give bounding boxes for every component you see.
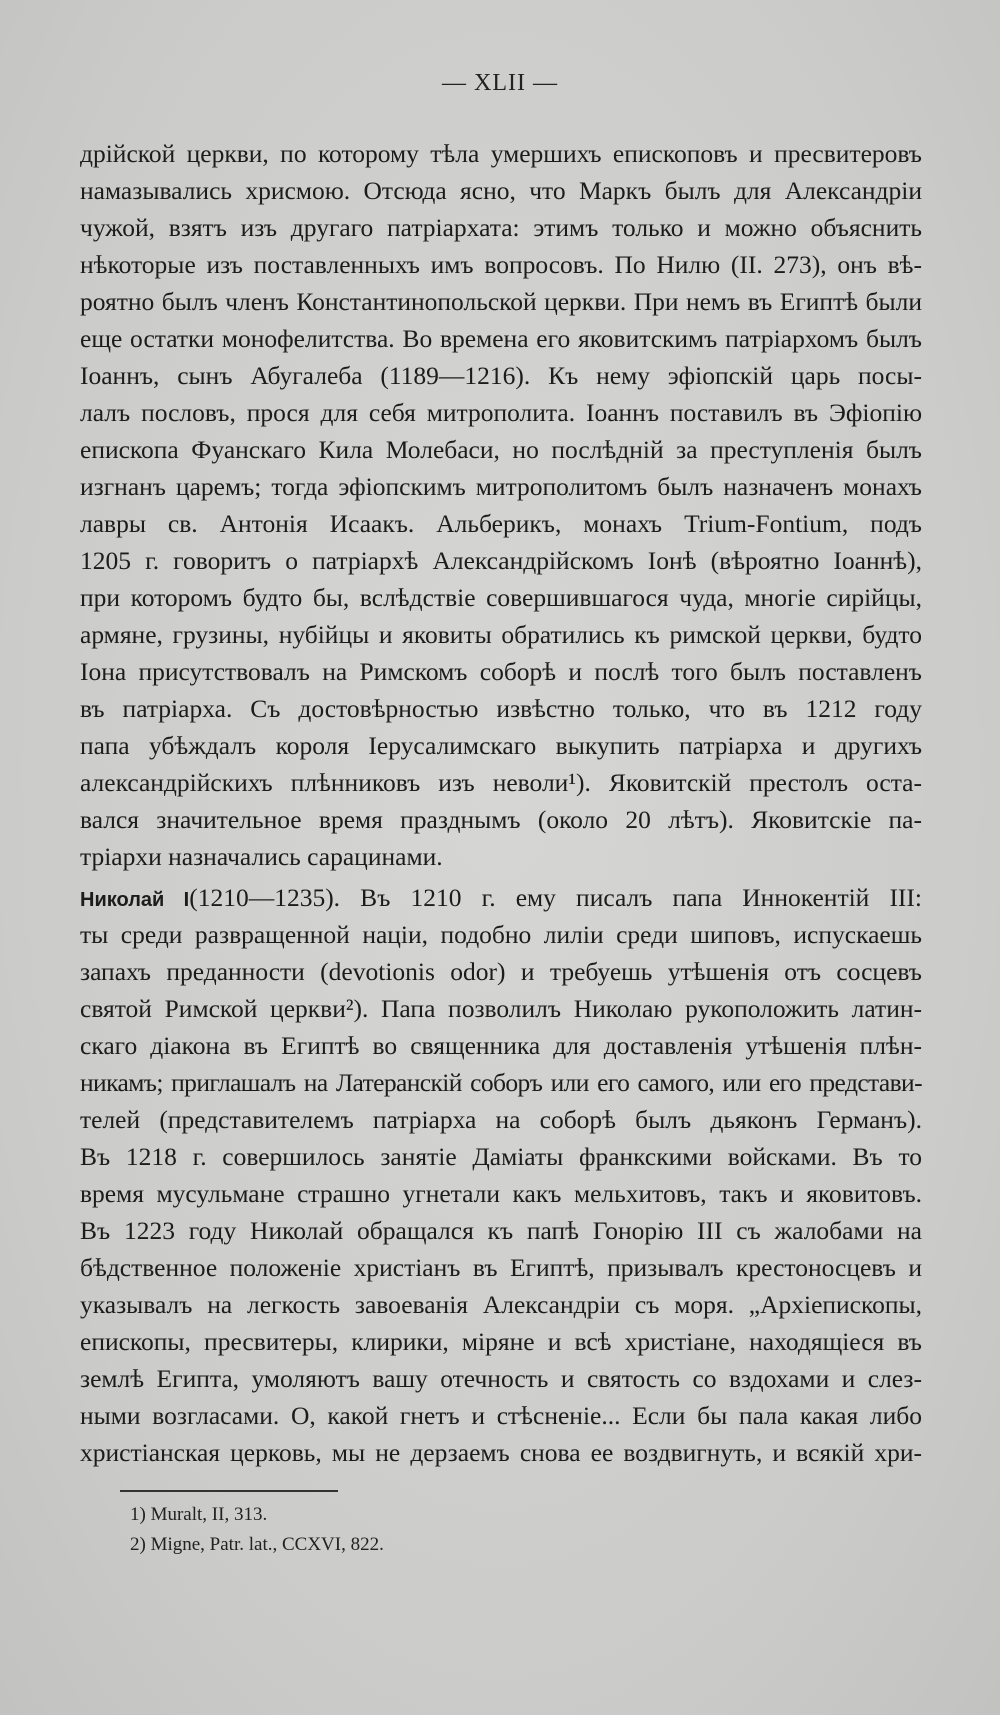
text-line: ными возгласами. О, какой гнетъ и стѣсненіе... Если бы пала какая либо: [80, 1401, 922, 1430]
text-line: епископа Фуанскаго Кила Молебаси, но послѣдній за преступленія былъ: [80, 435, 922, 464]
page-number-header: — XLII —: [442, 70, 558, 96]
text-line: никамъ; приглашалъ на Латеранскій соборъ или его самого, или его представи-: [80, 1068, 922, 1097]
paragraph-1: [80, 135, 922, 875]
text-line: святой Римской церкви²). Папа позволилъ Николаю рукоположить латин-: [80, 994, 922, 1023]
patriarch-name: Николай I: [80, 889, 190, 911]
text-line: скаго діакона въ Египтѣ во священника для доставленія утѣшенія плѣн-: [80, 1031, 922, 1060]
text-line: Іона присутствовалъ на Римскомъ соборѣ и послѣ того былъ поставленъ: [80, 657, 922, 686]
text-line: время мусульмане страшно угнетали какъ мельхитовъ, такъ и яковитовъ.: [80, 1179, 922, 1208]
text-line: лавры св. Антонія Исаакъ. Альберикъ, монахъ Trium-Fontium, подъ: [80, 509, 922, 538]
text-line: запахъ преданности (devotionis odor) и требуешь утѣшенія отъ сосцевъ: [80, 957, 922, 986]
text-line: намазывались хрисмою. Отсюда ясно, что Маркъ былъ для Александріи: [80, 176, 922, 205]
text-span: (1210—1235). Въ 1210 г. ему писалъ папа Иннокентій III:: [189, 883, 922, 912]
text-line: лалъ пословъ, прося для себя митрополита. Іоаннъ поставилъ въ Эфіопію: [80, 398, 922, 427]
footnote-divider: [120, 1490, 338, 1492]
text-line: чужой, взятъ изъ другаго патріархата: этимъ только и можно объяснить: [80, 213, 922, 242]
text-line: Въ 1218 г. совершилось занятіе Даміаты франкскими войсками. Въ то: [80, 1142, 922, 1171]
text-line: телей (представителемъ патріарха на соборѣ былъ дьяконъ Германъ).: [80, 1105, 922, 1134]
text-line: тріархи назначались сарацинами.: [80, 842, 443, 871]
text-line: вался значительное время празднымъ (около 20 лѣтъ). Яковитскіе па-: [80, 805, 922, 834]
text-line: епископы, пресвитеры, клирики, міряне и всѣ христіане, находящіеся въ: [80, 1327, 922, 1356]
footnotes: [130, 1500, 830, 1560]
text-line: роятно былъ членъ Константинопольской церкви. При немъ въ Египтѣ были: [80, 287, 922, 316]
text-line: еще остатки монофелитства. Во времена его яковитскимъ патріархомъ былъ: [80, 324, 922, 353]
text-line: дрійской церкви, по которому тѣла умершихъ епископовъ и пресвитеровъ: [80, 139, 922, 168]
text-line: бѣдственное положеніе христіанъ въ Египтѣ, призывалъ крестоносцевъ и: [80, 1253, 922, 1282]
text-line: изгнанъ царемъ; тогда эфіопскимъ митрополитомъ былъ назначенъ монахъ: [80, 472, 922, 501]
text-line: Въ 1223 году Николай обращался къ папѣ Гонорію III съ жалобами на: [80, 1216, 922, 1245]
body-text: [80, 135, 922, 1471]
text-line: Іоаннъ, сынъ Абугалеба (1189—1216). Къ нему эфіопскій царь посы-: [80, 361, 922, 390]
text-line: при которомъ будто бы, вслѣдствіе совершившагося чуда, многіе сирійцы,: [80, 583, 922, 612]
footnote-1: 1) Muralt, II, 313.: [130, 1504, 268, 1525]
text-line: армяне, грузины, нубійцы и яковиты обратились къ римской церкви, будто: [80, 620, 922, 649]
text-line: папа убѣждалъ короля Іерусалимскаго выкупить патріарха и другихъ: [80, 731, 922, 760]
text-line: ты среди развращенной націи, подобно лиліи среди шиповъ, испускаешь: [80, 920, 922, 949]
text-line: 1205 г. говоритъ о патріархѣ Александрійскомъ Іонѣ (вѣроятно Іоаннѣ),: [80, 546, 922, 575]
footnote-2: 2) Migne, Patr. lat., CCXVI, 822.: [130, 1534, 384, 1555]
text-line: христіанская церковь, мы не дерзаемъ снова ее воздвигнуть, и всякій хри-: [80, 1438, 922, 1467]
text-line: александрійскихъ плѣнниковъ изъ неволи¹). Яковитскій престолъ оста-: [80, 768, 922, 797]
text-line: нѣкоторые изъ поставленныхъ имъ вопросовъ. По Нилю (II. 273), онъ вѣ-: [80, 250, 922, 279]
text-line: землѣ Египта, умоляютъ вашу отечность и святость со вздохами и слез-: [80, 1364, 922, 1393]
text-line: [80, 879, 922, 916]
paragraph-2: [80, 879, 922, 1471]
text-line: въ патріарха. Съ достовѣрностью извѣстно только, что въ 1212 году: [80, 694, 922, 723]
text-line: указывалъ на легкость завоеванія Александріи съ моря. „Архіепископы,: [80, 1290, 922, 1319]
